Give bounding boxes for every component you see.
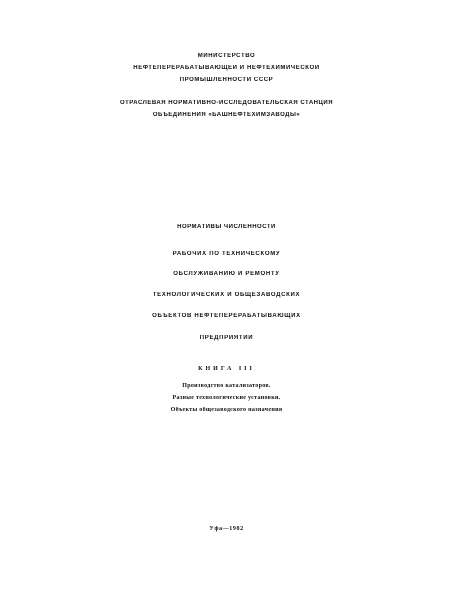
ministry-line-1: МИНИСТЕРСТВО bbox=[197, 53, 256, 59]
book-title-main: НОРМАТИВЫ ЧИСЛЕННОСТИ bbox=[177, 224, 276, 230]
contents-line-3: Объекты общезаводского назначения bbox=[170, 407, 283, 413]
book-volume-label: КНИГА III bbox=[198, 366, 255, 372]
imprint-place-year: Уфа—1982 bbox=[209, 526, 244, 532]
station-line-1: ОТРАСЛЕВАЯ НОРМАТИВНО-ИССЛЕДОВАТЕЛЬСКАЯ СТАНЦИЯ bbox=[119, 100, 334, 106]
contents-line-2: Разные технологические установки. bbox=[172, 395, 281, 401]
book-title-line-5: ПРЕДПРИЯТИЙ bbox=[199, 335, 254, 341]
ministry-line-3: ПРОМЫШЛЕННОСТИ СССР bbox=[179, 77, 274, 83]
book-title-line-4: ОБЪЕКТОВ НЕФТЕПЕРЕРАБАТЫВАЮЩИХ bbox=[152, 313, 301, 319]
book-title-line-1: РАБОЧИХ ПО ТЕХНИЧЕСКОМУ bbox=[172, 251, 281, 257]
station-line-2: ОБЪЕДИНЕНИЯ «БАШНЕФТЕХИМЗАВОДЫ» bbox=[152, 112, 301, 118]
contents-line-1: Производство катализаторов. bbox=[182, 383, 271, 389]
ministry-line-2: НЕФТЕПЕРЕРАБАТЫВАЮЩЕЙ И НЕФТЕХИМИЧЕСКОЙ bbox=[133, 65, 320, 71]
book-title-line-3: ТЕХНОЛОГИЧЕСКИХ И ОБЩЕЗАВОДСКИХ bbox=[152, 292, 301, 298]
book-title-line-2: ОБСЛУЖИВАНИЮ И РЕМОНТУ bbox=[173, 271, 280, 277]
